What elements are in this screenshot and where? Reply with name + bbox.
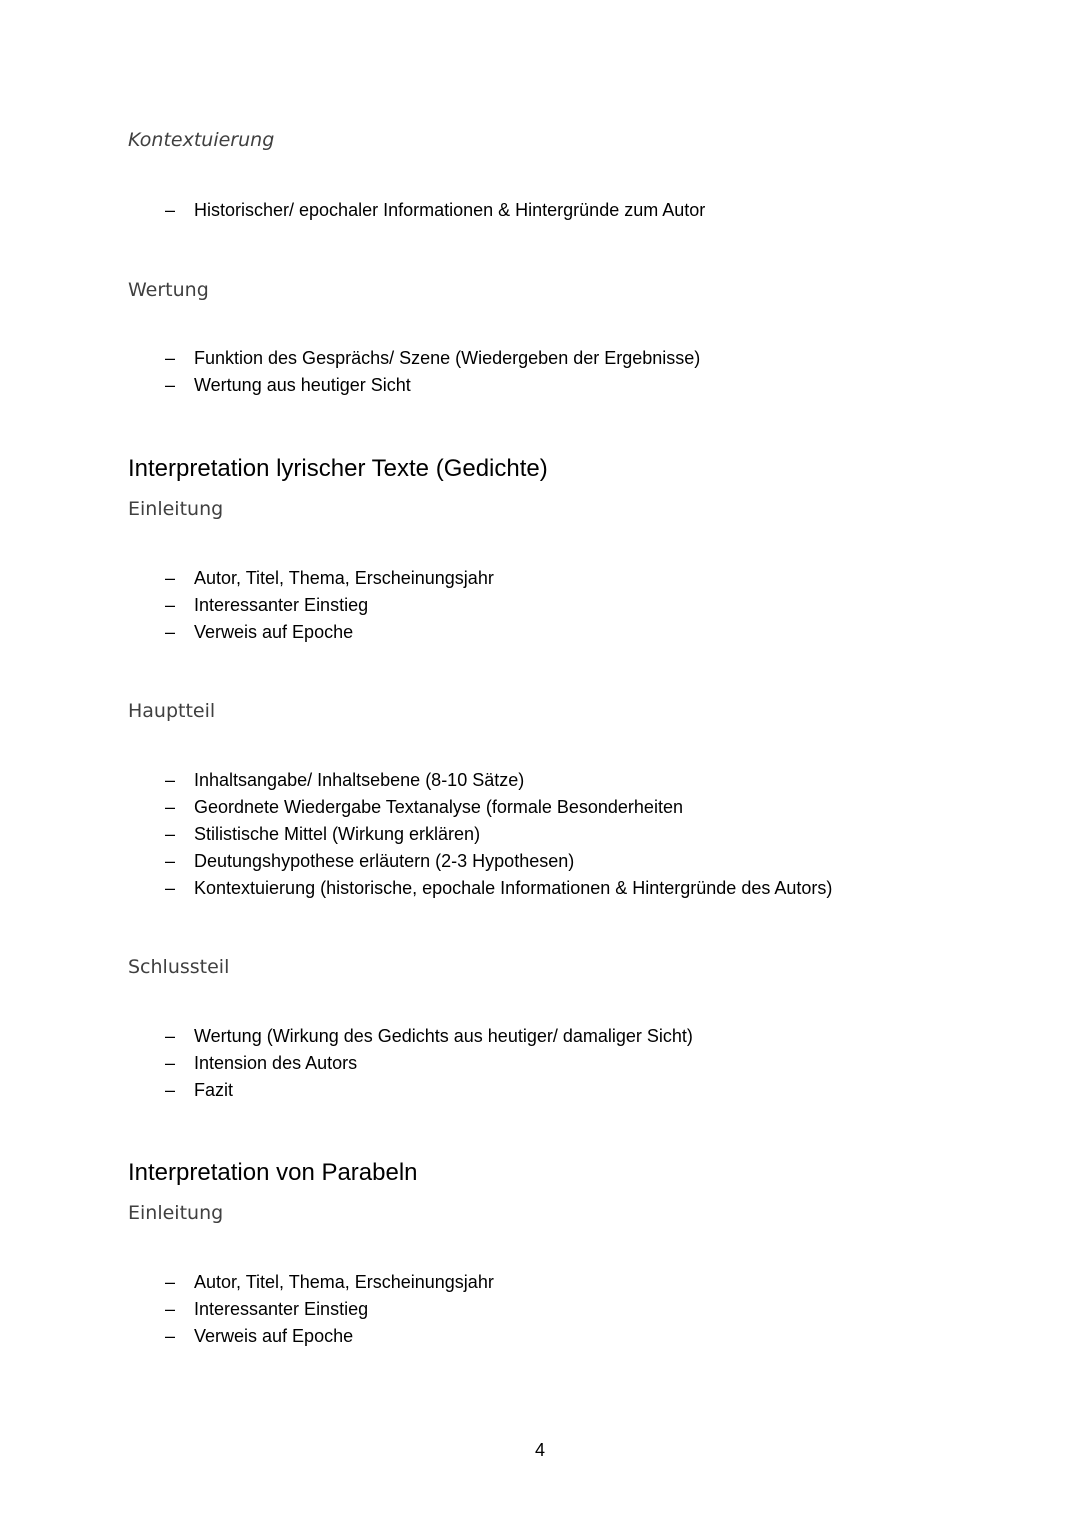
bullet-dash: – bbox=[164, 770, 175, 790]
bullet-dash: – bbox=[164, 568, 175, 588]
bullet-dash: – bbox=[164, 348, 175, 368]
bullet-dash: – bbox=[164, 1272, 175, 1292]
section-heading-wertung: Wertung bbox=[128, 279, 209, 301]
section-heading-einleitung: Einleitung bbox=[128, 1202, 224, 1224]
bullet-dash: – bbox=[164, 851, 175, 871]
bullet-dash: – bbox=[164, 1026, 175, 1046]
page-number: 4 bbox=[534, 1440, 545, 1460]
bullet-dash: – bbox=[164, 1080, 175, 1100]
bullet-dash: – bbox=[164, 797, 175, 817]
section-heading-kontextuierung: Kontextuierung bbox=[128, 129, 275, 151]
section-heading-einleitung: Einleitung bbox=[128, 498, 224, 520]
heading-lyrik: Interpretation lyrischer Texte (Gedichte) bbox=[128, 455, 548, 482]
bullet-dash: – bbox=[164, 622, 175, 642]
bullet-dash: – bbox=[164, 1053, 175, 1073]
bullet-dash: – bbox=[164, 1299, 175, 1319]
bullet-dash: – bbox=[164, 375, 175, 395]
section-heading-schlussteil: Schlussteil bbox=[128, 956, 230, 978]
bullet-dash: – bbox=[164, 595, 175, 615]
bullet-dash: – bbox=[164, 824, 175, 844]
bullet-dash: – bbox=[164, 1326, 175, 1346]
heading-parabeln: Interpretation von Parabeln bbox=[128, 1159, 418, 1186]
section-heading-hauptteil: Hauptteil bbox=[128, 700, 216, 722]
bullet-dash: – bbox=[164, 878, 175, 898]
bullet-dash: – bbox=[164, 200, 175, 220]
